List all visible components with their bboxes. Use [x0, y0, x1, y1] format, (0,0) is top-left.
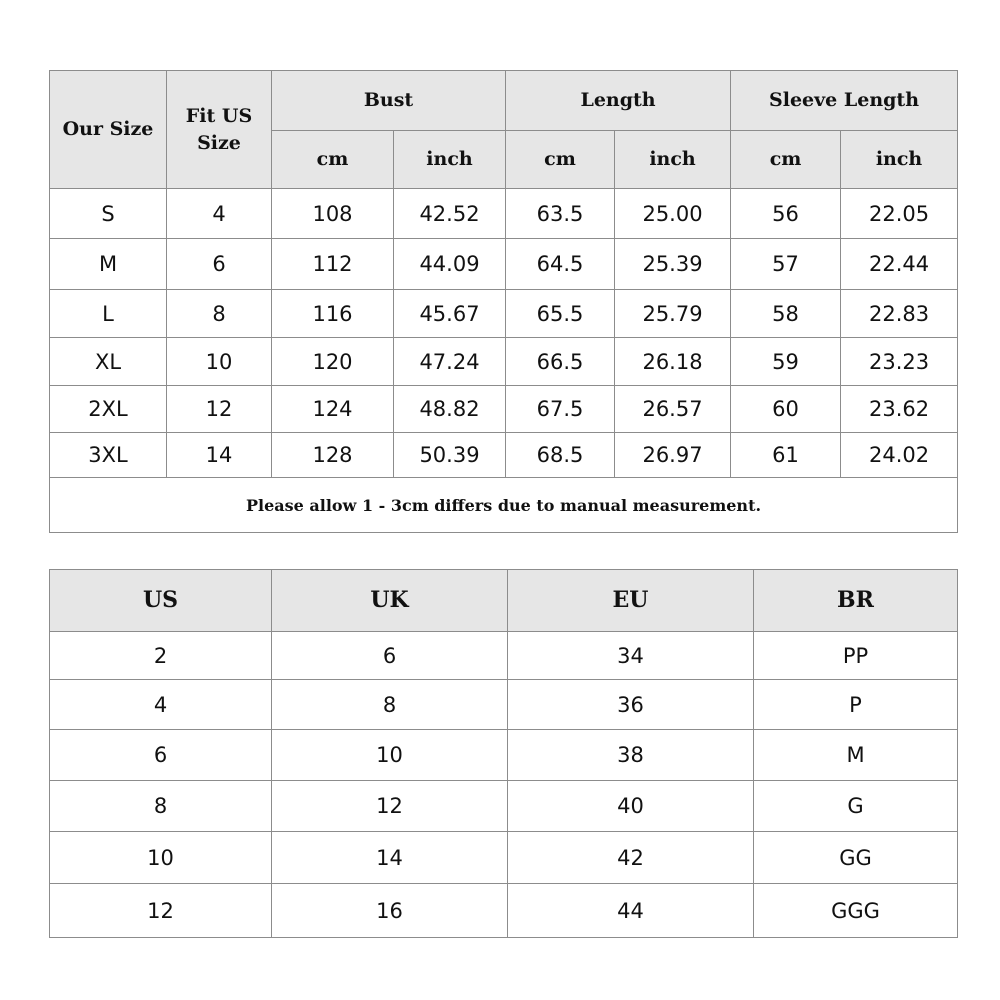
table-cell: 38 — [508, 730, 754, 781]
header-length: Length — [506, 71, 731, 131]
table-cell: 65.5 — [506, 290, 615, 338]
table-cell: 67.5 — [506, 386, 615, 433]
table-cell: 124 — [272, 386, 394, 433]
table-cell: 10 — [50, 832, 272, 884]
table-cell: 8 — [167, 290, 272, 338]
table-cell: 26.18 — [615, 338, 731, 386]
header-eu: EU — [508, 570, 754, 632]
table-cell: 16 — [272, 884, 508, 938]
table-cell: 61 — [731, 433, 841, 478]
table-row — [50, 781, 958, 832]
table-cell: 14 — [167, 433, 272, 478]
table-cell: 8 — [50, 781, 272, 832]
table-cell: 42.52 — [394, 189, 506, 239]
table-cell: 25.39 — [615, 239, 731, 290]
table-cell: 64.5 — [506, 239, 615, 290]
table-cell: 59 — [731, 338, 841, 386]
table-cell: 36 — [508, 680, 754, 730]
table-cell: 3XL — [50, 433, 167, 478]
table-cell: L — [50, 290, 167, 338]
table-cell: GGG — [754, 884, 958, 938]
table-cell: 26.57 — [615, 386, 731, 433]
table-cell: 40 — [508, 781, 754, 832]
table-cell: 50.39 — [394, 433, 506, 478]
table-row — [50, 290, 958, 338]
table-cell: 25.00 — [615, 189, 731, 239]
size-chart-table — [49, 70, 958, 533]
table-row — [50, 433, 958, 478]
header-sleeve-cm: cm — [731, 131, 841, 189]
table-cell: 112 — [272, 239, 394, 290]
table-cell: 44.09 — [394, 239, 506, 290]
table-cell: 44 — [508, 884, 754, 938]
table-cell: 24.02 — [841, 433, 958, 478]
table-row — [50, 680, 958, 730]
table-cell: 25.79 — [615, 290, 731, 338]
header-uk: UK — [272, 570, 508, 632]
table-row — [50, 386, 958, 433]
table-cell: 6 — [272, 632, 508, 680]
table-row — [50, 239, 958, 290]
table-cell: 4 — [50, 680, 272, 730]
table-cell: 45.67 — [394, 290, 506, 338]
table-cell: 10 — [272, 730, 508, 781]
table-row — [50, 632, 958, 680]
size-conversion-table — [49, 569, 958, 938]
table-cell: 2XL — [50, 386, 167, 433]
table-cell: PP — [754, 632, 958, 680]
header-bust-inch: inch — [394, 131, 506, 189]
table-cell: 22.05 — [841, 189, 958, 239]
table-cell: 128 — [272, 433, 394, 478]
table-row — [50, 338, 958, 386]
table-cell: 120 — [272, 338, 394, 386]
table-cell: S — [50, 189, 167, 239]
table-cell: 12 — [167, 386, 272, 433]
table-cell: 2 — [50, 632, 272, 680]
header-bust: Bust — [272, 71, 506, 131]
table-cell: G — [754, 781, 958, 832]
table-row — [50, 832, 958, 884]
table-cell: GG — [754, 832, 958, 884]
table-cell: 34 — [508, 632, 754, 680]
table-cell: 6 — [167, 239, 272, 290]
table-cell: 58 — [731, 290, 841, 338]
table-cell: P — [754, 680, 958, 730]
header-length-inch: inch — [615, 131, 731, 189]
table-cell: M — [754, 730, 958, 781]
header-sleeve-length: Sleeve Length — [731, 71, 958, 131]
table-cell: 68.5 — [506, 433, 615, 478]
table-cell: 22.44 — [841, 239, 958, 290]
table-cell: 60 — [731, 386, 841, 433]
header-br: BR — [754, 570, 958, 632]
table-cell: M — [50, 239, 167, 290]
header-length-cm: cm — [506, 131, 615, 189]
header-sleeve-inch: inch — [841, 131, 958, 189]
table-cell: 14 — [272, 832, 508, 884]
header-us: US — [50, 570, 272, 632]
table-cell: 23.62 — [841, 386, 958, 433]
table-cell: 12 — [50, 884, 272, 938]
measurement-note: Please allow 1 - 3cm differs due to manual measurement. — [50, 478, 958, 533]
header-fit-us-size: Fit US Size — [167, 71, 272, 189]
table-cell: 8 — [272, 680, 508, 730]
table-cell: 22.83 — [841, 290, 958, 338]
table-cell: 42 — [508, 832, 754, 884]
table-row — [50, 730, 958, 781]
table-cell: 116 — [272, 290, 394, 338]
table-cell: 66.5 — [506, 338, 615, 386]
table-cell: 48.82 — [394, 386, 506, 433]
header-our-size: Our Size — [50, 71, 167, 189]
table-cell: 108 — [272, 189, 394, 239]
table-row — [50, 884, 958, 938]
table-cell: 47.24 — [394, 338, 506, 386]
table-cell: 56 — [731, 189, 841, 239]
table-cell: 4 — [167, 189, 272, 239]
table-cell: XL — [50, 338, 167, 386]
table-cell: 57 — [731, 239, 841, 290]
header-bust-cm: cm — [272, 131, 394, 189]
table-row — [50, 189, 958, 239]
table-cell: 23.23 — [841, 338, 958, 386]
table-cell: 26.97 — [615, 433, 731, 478]
table-cell: 12 — [272, 781, 508, 832]
table-cell: 6 — [50, 730, 272, 781]
table-cell: 10 — [167, 338, 272, 386]
table-cell: 63.5 — [506, 189, 615, 239]
